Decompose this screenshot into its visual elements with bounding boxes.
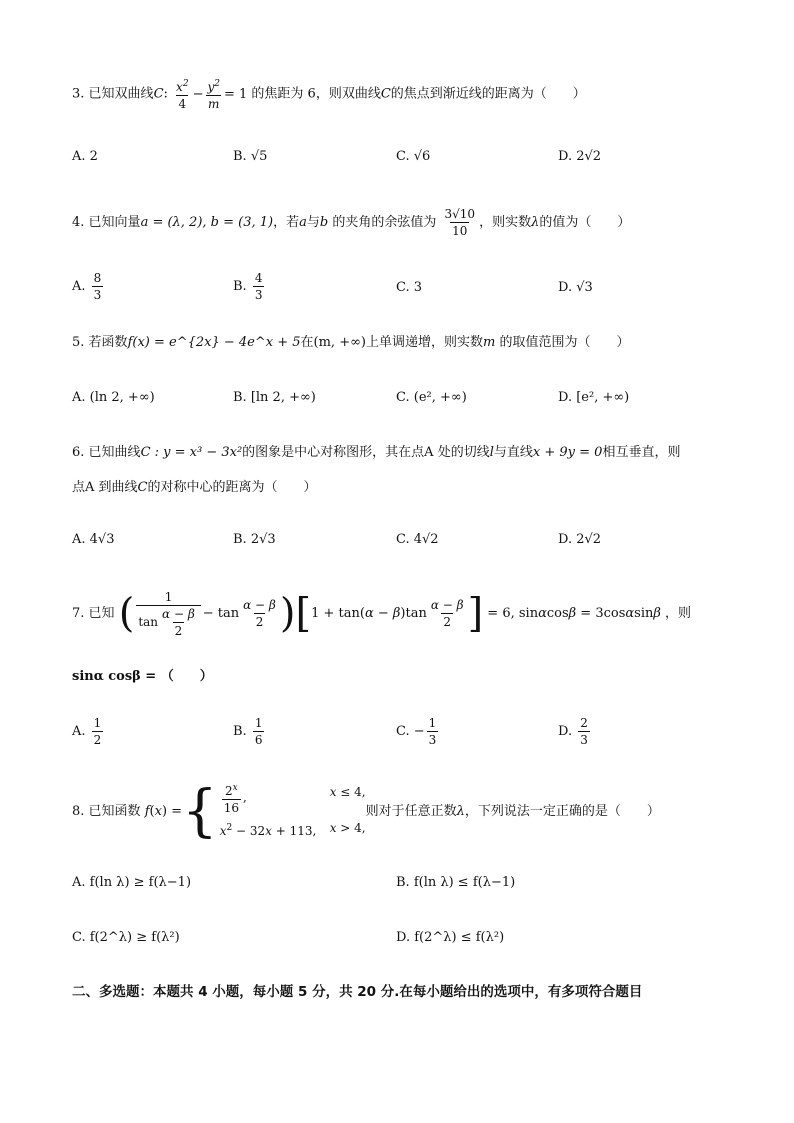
option-c[interactable]: C. 3	[396, 280, 423, 295]
question-number: 3.	[72, 86, 85, 102]
question-4: 4. 已知向量a = (λ, 2), b = (3, 1)，若a与b 的夹角的余弦值为 $\frac{3√10}{10}$ ，则实数λ的值为（ ）	[72, 207, 631, 238]
option-d[interactable]: D. 2√2	[558, 149, 602, 164]
option-b[interactable]: B. f(ln λ) ≤ f(λ−1)	[396, 875, 516, 890]
option-b[interactable]: B. $\frac{1}{6}$	[233, 716, 263, 747]
question-5: 5. 若函数f(x) = e^{2x} − 4e^x + 5在(m, +∞)上单调递增，则实数m 的取值范围为（ ）	[72, 335, 630, 350]
option-a[interactable]: A. (ln 2, +∞)	[72, 390, 155, 405]
option-d[interactable]: D. $\frac{2}{3}$	[558, 716, 588, 747]
option-a[interactable]: A. f(ln λ) ≥ f(λ−1)	[72, 875, 192, 890]
piecewise-function: f ( x ) = { $\frac{2^x}{16}$ , x ≤ 4, $x^2 - 32x + 113$, x > 4,	[144, 778, 366, 844]
option-a[interactable]: A. $\frac{8}{3}$	[72, 271, 102, 302]
equation-tan: ( 1 tan $\frac{\alpha - \beta}{2}$ − tan $\frac{\alpha - \beta}{2}$ )[1 + tan(α − β)tan $\frac{\alpha - \beta}{2}$ ] = 6, sinαcosβ = 3cosαsinβ	[118, 589, 661, 638]
question-3: 3. 已知双曲线C: $\frac{x^2}{4}$ − $\frac{y^2}{m}$ = 1 的焦距为 6，则双曲线C的焦点到渐近线的距离为（ ）	[72, 79, 586, 111]
cosine-fraction: $\frac{3√10}{10}$	[444, 207, 476, 238]
option-b[interactable]: B. [ln 2, +∞)	[233, 390, 316, 405]
option-d[interactable]: D. √3	[558, 280, 593, 295]
option-c[interactable]: C. f(2^λ) ≥ f(λ²)	[72, 930, 180, 945]
option-b[interactable]: B. $\frac{4}{3}$	[233, 271, 263, 302]
option-c[interactable]: C. − $\frac{1}{3}$	[396, 716, 437, 747]
option-c[interactable]: C. √6	[396, 149, 431, 164]
option-c[interactable]: C. (e², +∞)	[396, 390, 467, 405]
option-a[interactable]: A. $\frac{1}{2}$	[72, 716, 102, 747]
option-a[interactable]: A. 2	[72, 149, 98, 164]
equation-hyperbola: $\frac{x^2}{4}$ − $\frac{y^2}{m}$ = 1	[176, 79, 252, 111]
option-b[interactable]: B. √5	[233, 149, 268, 164]
question-8: 8. 已知函数 f ( x ) = { $\frac{2^x}{16}$ , x ≤ 4, $x^2 - 32x + 113$, x > 4, 则对于任意正数λ，下列说法一定正确的是（ ）	[72, 778, 660, 844]
question-7-line2: sinα cosβ = （ ）	[72, 669, 213, 684]
question-7: 7. 已知 ( 1 tan $\frac{\alpha - \beta}{2}$ − tan $\frac{\alpha - \beta}{2}$ )[1 + tan(α − β)tan $\frac{\alpha - \beta}{2}$ ] = 6, sinαcosβ = 3cosαsinβ ，则	[72, 589, 692, 638]
option-d[interactable]: D. f(2^λ) ≤ f(λ²)	[396, 930, 505, 945]
option-d[interactable]: D. [e², +∞)	[558, 390, 630, 405]
question-6-line2: 点A 到曲线C的对称中心的距离为（ ）	[72, 480, 317, 495]
section-heading: 二、多选题：本题共 4 小题，每小题 5 分，共 20 分.在每小题给出的选项中，有多项符合题目	[72, 984, 643, 1000]
option-b[interactable]: B. 2√3	[233, 532, 276, 547]
option-d[interactable]: D. 2√2	[558, 532, 602, 547]
option-c[interactable]: C. 4√2	[396, 532, 439, 547]
option-a[interactable]: A. 4√3	[72, 532, 115, 547]
question-6-line1: 6. 已知曲线C : y = x³ − 3x²的图象是中心对称图形，其在点A 处的切线l与直线x + 9y = 0相互垂直，则	[72, 445, 681, 460]
